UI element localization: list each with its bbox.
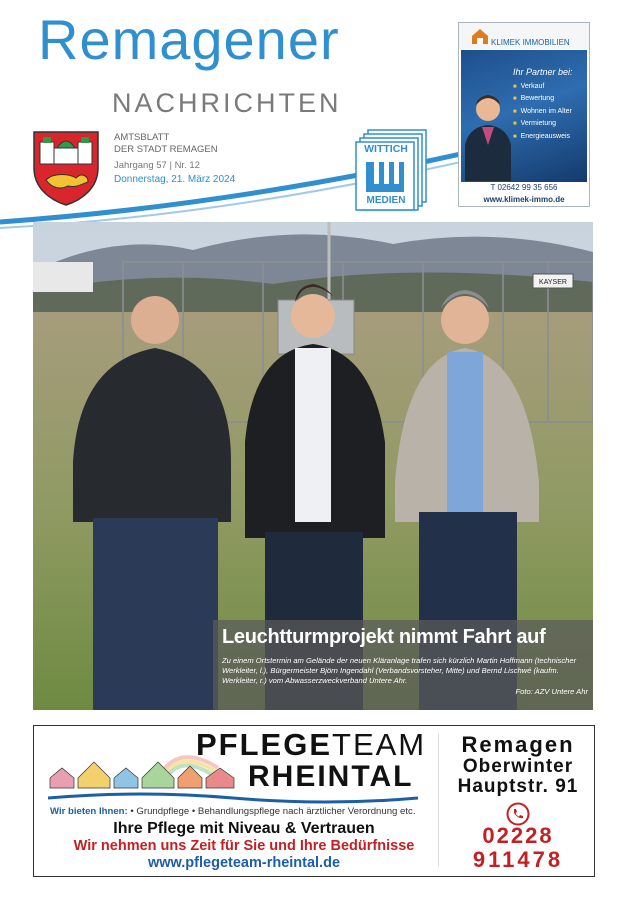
caption-text: Zu einem Ortstermin am Gelände der neuen Kläranlage trafen sich kürzlich Martin Hoffmann (technischer Werkleiter, l.), Bürgermeister Björn Ingendahl (Verbandsvorsteher, Mitte) und Bernd Lischwé (kaufm. Werkleiter, r.) vom Abwasserzweckverband Untere Ahr. xyxy=(222,656,577,686)
issue-date: Donnerstag, 21. März 2024 xyxy=(114,174,236,185)
wittich-medien-logo xyxy=(354,128,428,212)
pflege-slogan-secondary: Wir nehmen uns Zeit für Sie und Ihre Bedürfnisse xyxy=(73,838,415,854)
pflege-text: PFLEGE xyxy=(196,727,333,762)
wave-divider xyxy=(48,790,418,804)
service-item: ■ Wohnen im Alter xyxy=(513,106,572,118)
location-street: Hauptstr. 91 xyxy=(457,776,579,797)
klimek-phone: T 02642 99 35 656 xyxy=(490,183,558,192)
location-district: Oberwinter xyxy=(462,756,574,777)
klimek-website[interactable]: www.klimek-immo.de xyxy=(483,195,565,204)
pflege-offer xyxy=(50,806,416,817)
service-item: ■ Energieausweis xyxy=(513,131,572,143)
agent-portrait xyxy=(465,85,511,181)
masthead-subtitle: NACHRICHTEN xyxy=(112,88,342,118)
pflege-slogan: Ihre Pflege mit Niveau & Vertrauen xyxy=(113,820,375,837)
service-item: ■ Verkauf xyxy=(513,81,572,93)
amtsblatt-line1: AMTSBLATT xyxy=(114,132,170,143)
issue-number: Jahrgang 57 | Nr. 12 xyxy=(114,160,200,171)
amtsblatt-label xyxy=(114,132,218,156)
ad-divider xyxy=(438,733,439,867)
wittich-text: WITTICH xyxy=(364,143,408,155)
masthead-title: Remagener xyxy=(38,8,340,71)
phone-number-prefix[interactable]: 02228 xyxy=(482,823,554,848)
city-crest-icon xyxy=(30,128,102,206)
offer-label: Wir bieten Ihnen: xyxy=(50,806,128,817)
lead-caption xyxy=(222,656,588,697)
amtsblatt-line2: DER STADT REMAGEN xyxy=(114,144,218,155)
service-item: ■ Bewertung xyxy=(513,93,572,105)
lead-headline[interactable]: Leuchtturmprojekt nimmt Fahrt auf xyxy=(222,626,546,648)
klimek-services xyxy=(513,81,572,143)
phone-number-main[interactable]: 911478 xyxy=(472,847,564,872)
kayser-sign: KAYSER xyxy=(539,279,567,286)
house-icon xyxy=(471,27,489,45)
pflege-website[interactable]: www.pflegeteam-rheintal.de xyxy=(147,855,341,871)
medien-text: MEDIEN xyxy=(366,195,406,206)
location-city: Remagen xyxy=(461,732,575,757)
klimek-ad[interactable] xyxy=(458,22,590,207)
team-text: TEAM xyxy=(332,727,427,762)
offer-text: • Grundpflege • Behandlungspflege nach ärztlicher Verordnung etc. xyxy=(127,806,416,817)
klimek-name: KLIMEK IMMOBILIEN xyxy=(491,38,570,47)
pflegeteam-name xyxy=(196,729,426,760)
service-item: ■ Vermietung xyxy=(513,118,572,130)
rheintal-text: RHEINTAL xyxy=(248,760,414,793)
photo-credit: Foto: AZV Untere Ahr xyxy=(515,686,588,696)
klimek-partner: Ihr Partner bei: xyxy=(513,67,573,77)
